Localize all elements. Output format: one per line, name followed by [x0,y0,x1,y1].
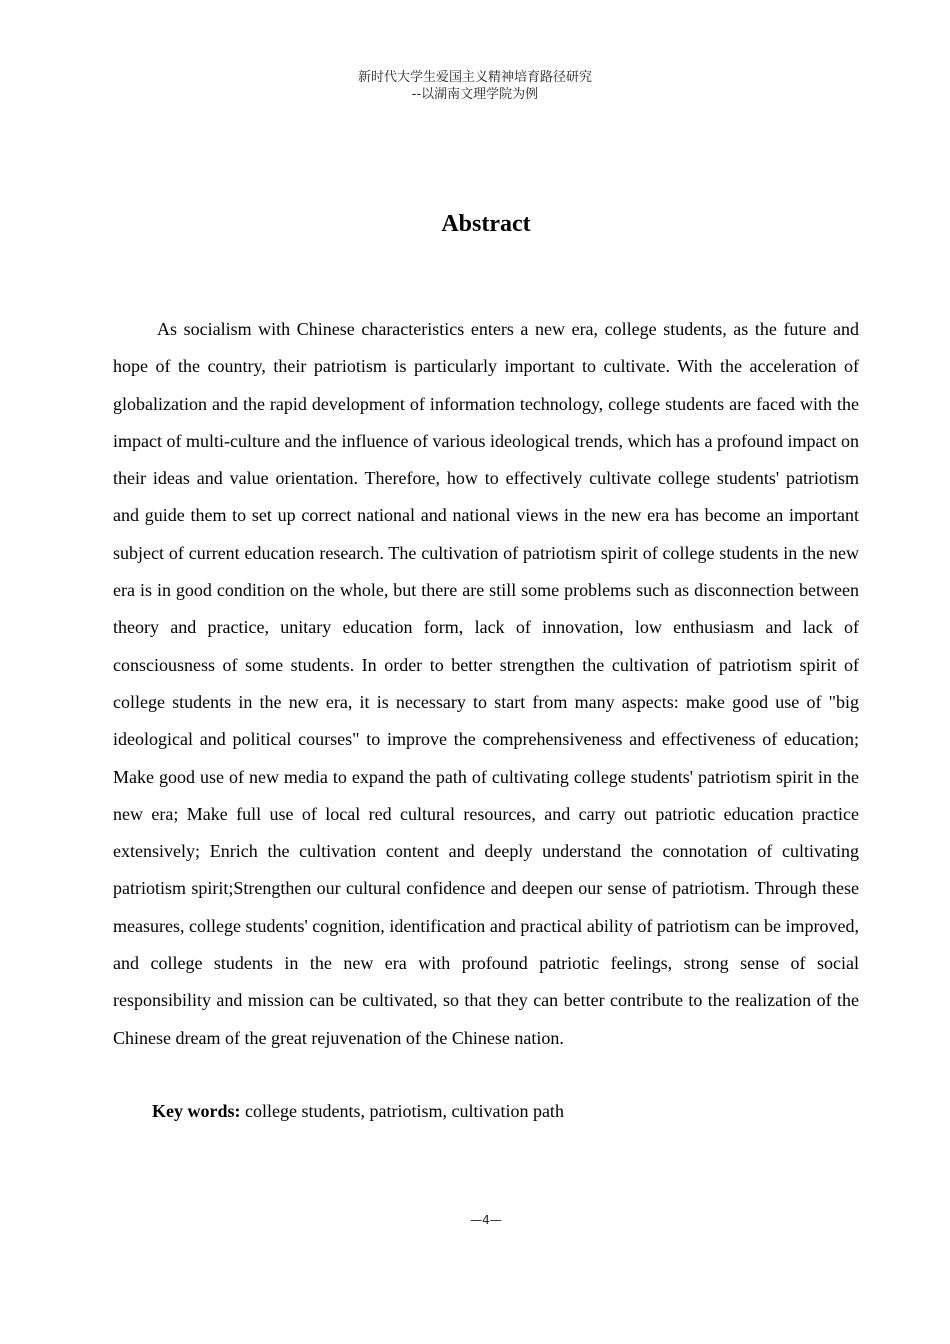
page-number: —4— [470,1213,502,1227]
abstract-body: As socialism with Chinese characteristics enters a new era, college students, as the future and hope of the country, their patriotism is particularly important to cultivate. With the acceleration of globalization and the rapid development of information technology, college students are faced with the impact of multi-culture and the influence of various ideological trends, which has a profound impact on their ideas and value orientation. Therefore, how to effectively cultivate college students' patriotism and guide them to set up correct national and national views in the new era has become an important subject of current education research. The cultivation of patriotism spirit of college students in the new era is in good condition on the whole, but there are still some problems such as disconnection between theory and practice, unitary education form, lack of innovation, low enthusiasm and lack of consciousness of some students. In order to better strengthen the cultivation of patriotism spirit of college students in the new era, it is necessary to start from many aspects: make good use of "big ideological and political courses" to improve the comprehensiveness and effectiveness of education; Make good use of new media to expand the path of cultivating college students' patriotism spirit in the new era; Make full use of local red cultural resources, and carry out patriotic education practice extensively; Enrich the cultivation content and deeply understand the connotation of cultivating patriotism spirit;Strengthen our cultural confidence and deepen our sense of patriotism. Through these measures, college students' cognition, identification and practical ability of patriotism can be improved, and college students in the new era with profound patriotic feelings, strong sense of social responsibility and mission can be cultivated, so that they can better contribute to the realization of the Chinese dream of the great rejuvenation of the Chinese nation. [113,319,859,1048]
header-title-line: 新时代大学生爱国主义精神培育路径研究 [357,70,592,85]
keywords-label: Key words: [152,1101,241,1121]
page-title: Abstract [441,211,531,237]
keywords-line [152,1096,852,1126]
running-header [0,69,950,103]
keywords-value: college students, patriotism, cultivation path [245,1101,564,1121]
header-subtitle-line: --以湖南文理学院为例 [411,87,539,102]
